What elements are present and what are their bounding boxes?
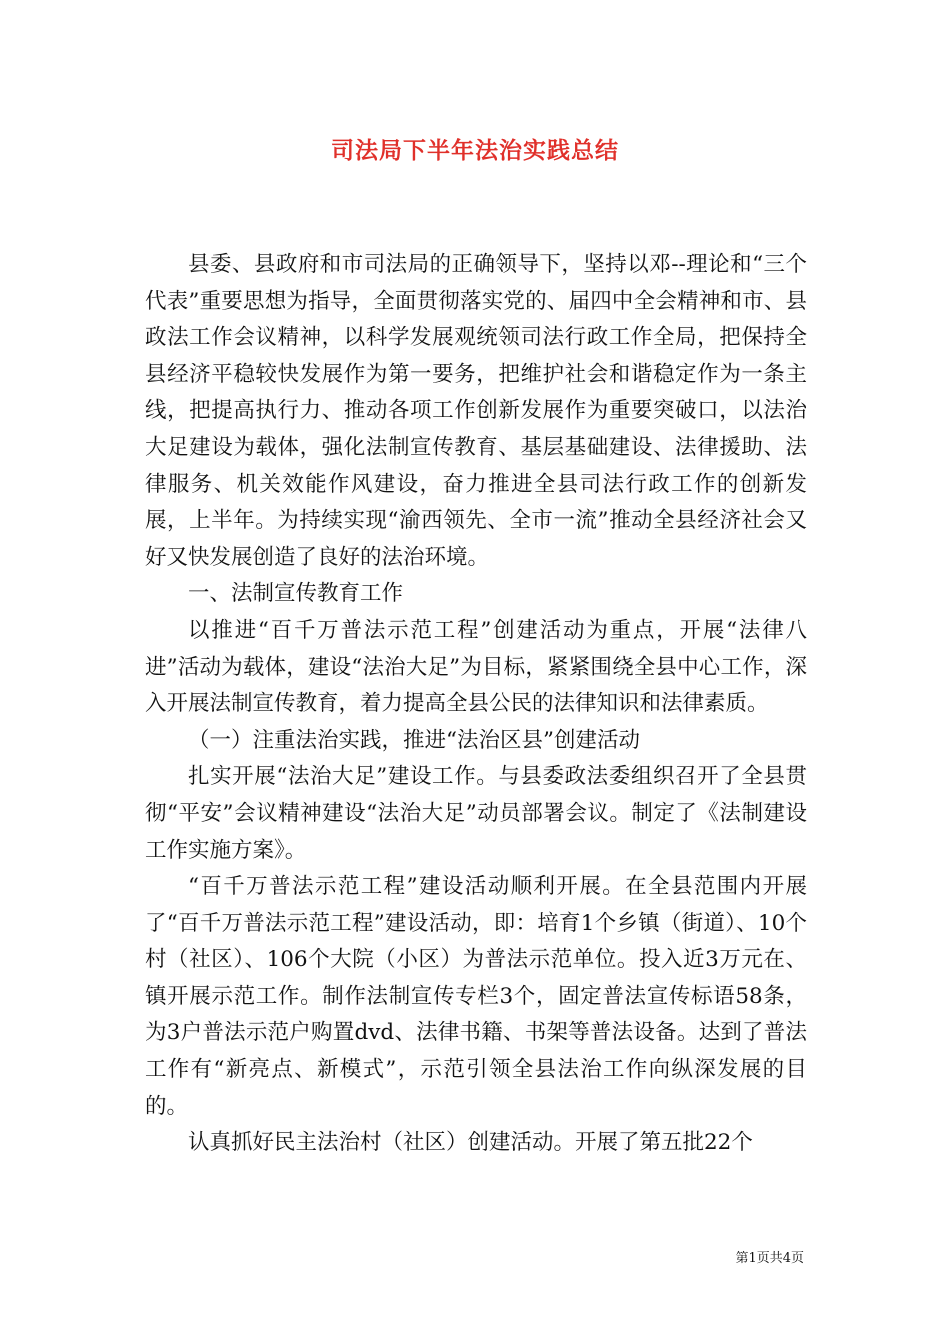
- paragraph-rule-of-law: 扎实开展“法治大足”建设工作。与县委政法委组织召开了全县贯彻“平安”会议精神建设“法治大足”动员部署会议。制定了《法制建设工作实施方案》。: [145, 764, 807, 863]
- document-body: [145, 247, 807, 1162]
- subsection-heading-1: （一）注重法治实践，推进“法治区县”创建活动: [188, 727, 640, 753]
- document-title: 司法局下半年法治实践总结: [331, 137, 619, 164]
- paragraph-intro: 县委、县政府和市司法局的正确领导下，坚持以邓--理论和“三个代表”重要思想为指导，全面贯彻落实党的、届四中全会精神和市、县政法工作会议精神，以科学发展观统领司法行政工作全局，把保持全县经济平稳较快发展作为第一要务，把维护社会和谐稳定作为一条主线，把提高执行力、推动各项工作创新发展作为重要突破口，以法治大足建设为载体，强化法制宣传教育、基层基础建设、法律援助、法律服务、机关效能作风建设，奋力推进全县司法行政工作的创新发展，上半年。为持续实现“渝西领先、全市一流”推动全县经济社会又好又快发展创造了良好的法治环境。: [145, 252, 807, 570]
- paragraph-democracy-village: 认真抓好民主法治村（社区）创建活动。开展了第五批22个: [188, 1130, 753, 1156]
- paragraph-demonstration-project: “百千万普法示范工程”建设活动顺利开展。在全县范围内开展了“百千万普法示范工程”建设活动，即：培育1个乡镇（街道）、10个村（社区）、106个大院（小区）为普法示范单位。投入近3万元在、镇开展示范工作。制作法制宣传专栏3个，固定普法宣传标语58条，为3户普法示范户购置dvd、法律书籍、书架等普法设备。达到了普法工作有“新亮点、新模式”，示范引领全县法治工作向纵深发展的目的。: [145, 874, 807, 1119]
- page-number-footer: 第1页共4页: [735, 1251, 804, 1266]
- paragraph-section-1: 以推进“百千万普法示范工程”创建活动为重点，开展“法律八进”活动为载体，建设“法治大足”为目标，紧紧围绕全县中心工作，深入开展法制宣传教育，着力提高全县公民的法律知识和法律素质。: [145, 617, 807, 717]
- section-heading-1: 一、法制宣传教育工作: [188, 581, 404, 607]
